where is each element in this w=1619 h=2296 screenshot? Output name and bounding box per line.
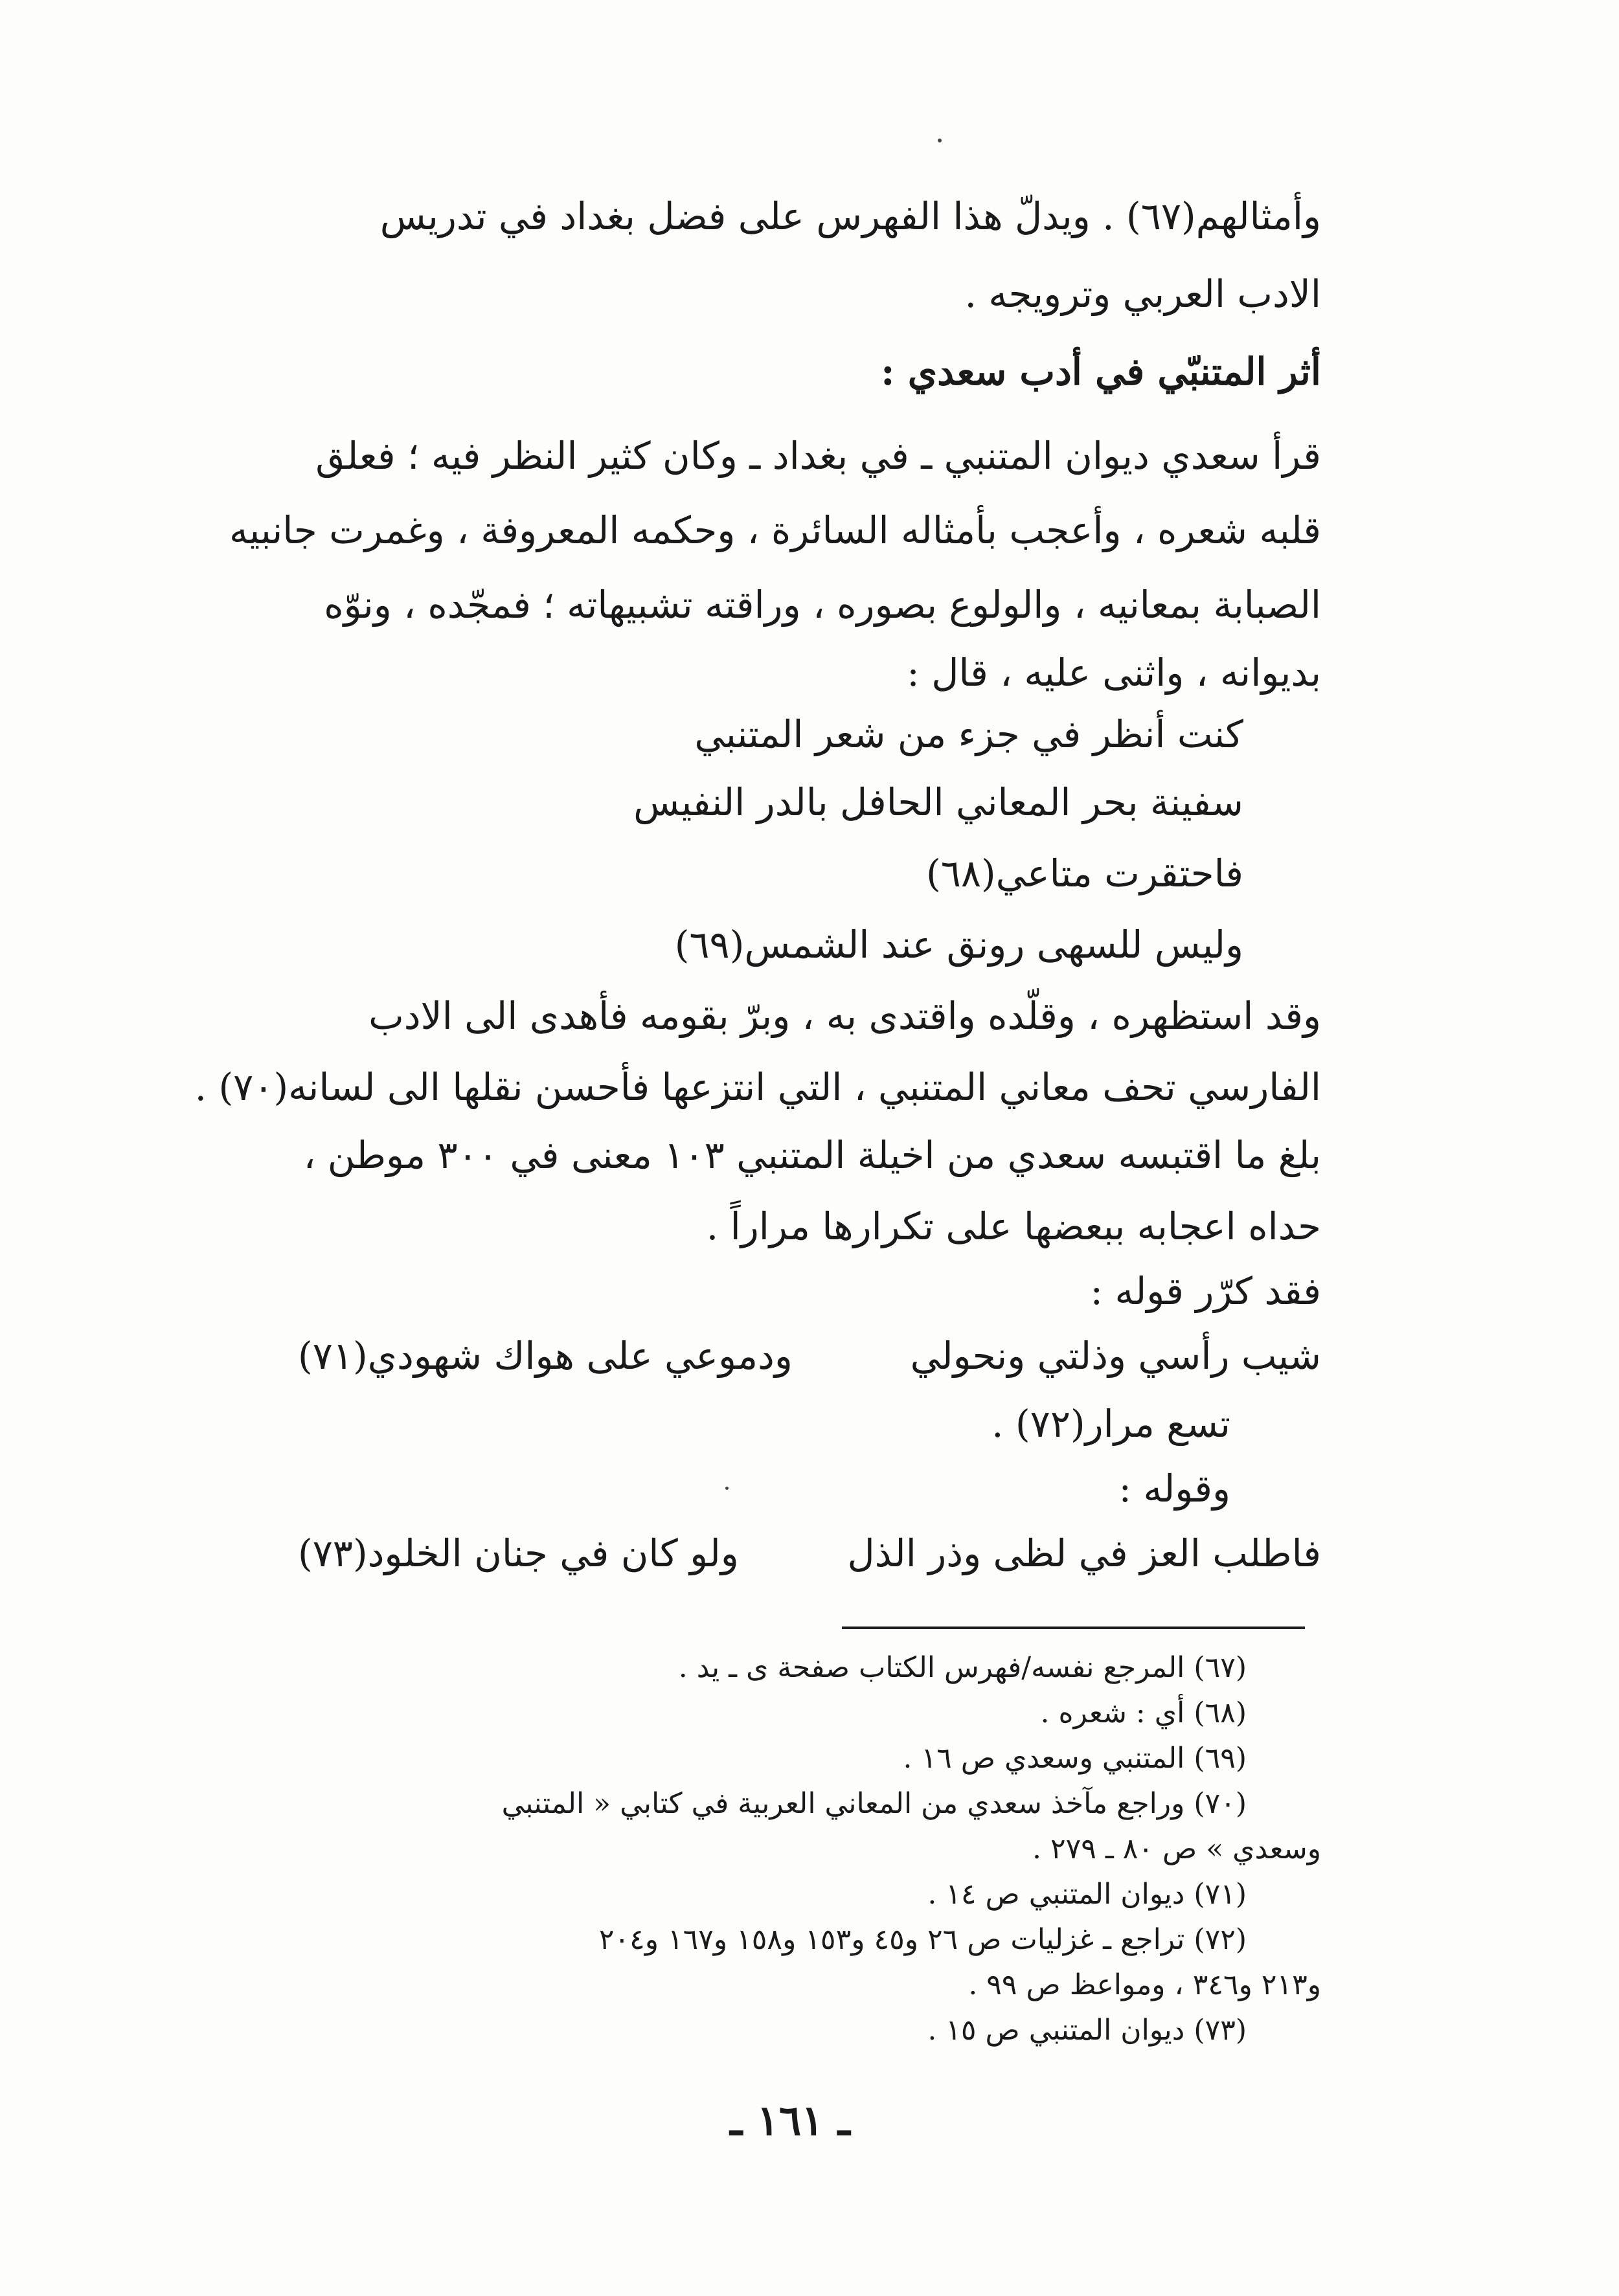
poem-line-1: كنت أنظر في جزء من شعر المتنبي bbox=[694, 712, 1243, 756]
footnote-72: (٧٢) تراجع ـ غزليات ص ٢٦ و٤٥ و١٥٣ و١٥٨ و١٦٧ و٢٠٤ bbox=[598, 1923, 1247, 1956]
footnote-72-continued: و٢١٣ و٣٤٦ ، ومواعظ ص ٩٩ . bbox=[968, 1968, 1321, 2001]
poem-line-4: وليس للسهى رونق عند الشمس(٦٩) bbox=[674, 923, 1243, 967]
paragraph-1-line-1: وأمثالهم(٦٧) . ويدلّ هذا الفهرس على فضل بغداد في تدريس bbox=[379, 194, 1321, 238]
paragraph-2-line-4: بديوانه ، واثنى عليه ، قال : bbox=[907, 651, 1321, 695]
verse-1-note: تسع مرار(٧٢) . bbox=[991, 1402, 1230, 1446]
footnote-67: (٦٧) المرجع نفسه/فهرس الكتاب صفحة ى ـ يد . bbox=[678, 1651, 1247, 1684]
footnote-70-continued: وسعدي » ص ٨٠ ـ ٢٧٩ . bbox=[1032, 1832, 1321, 1865]
verse-1-first-hemistich: شيب رأسي وذلتي ونحولي bbox=[910, 1334, 1321, 1378]
paragraph-2-line-1: قرأ سعدي ديوان المتنبي ـ في بغداد ـ وكان كثير النظر فيه ؛ فعلق bbox=[315, 434, 1321, 478]
paragraph-2-line-2: قلبه شعره ، وأعجب بأمثاله السائرة ، وحكمه المعروفة ، وغمرت جانبيه bbox=[229, 508, 1321, 552]
ink-speck bbox=[725, 1487, 729, 1490]
page-number: ـ ١٦١ ـ bbox=[730, 2097, 850, 2145]
paragraph-1-line-2: الادب العربي وترويجه . bbox=[964, 272, 1321, 316]
poem-line-2: سفينة بحر المعاني الحافل بالدر النفيس bbox=[633, 780, 1243, 824]
paragraph-3-line-1: وقد استظهره ، وقلّده واقتدى به ، وبرّ بقومه فأهدى الى الادب bbox=[368, 994, 1321, 1038]
paragraph-4-line-2: حداه اعجابه ببعضها على تكرارها مراراً . bbox=[706, 1204, 1321, 1248]
verse-1-second-hemistich: ودموعي على هواك شهودي(٧١) bbox=[298, 1334, 793, 1378]
verse-2 bbox=[298, 1531, 1321, 1583]
footnote-73: (٧٣) ديوان المتنبي ص ١٥ . bbox=[927, 2014, 1247, 2047]
paragraph-4-line-1: بلغ ما اقتبسه سعدي من اخيلة المتنبي ١٠٣ معنى في ٣٠٠ موطن ، bbox=[303, 1133, 1321, 1177]
footnote-70: (٧٠) وراجع مآخذ سعدي من المعاني العربية في كتابي « المتنبي bbox=[501, 1787, 1247, 1820]
footnote-69: (٦٩) المتنبي وسعدي ص ١٦ . bbox=[903, 1742, 1247, 1775]
footnote-separator bbox=[842, 1626, 1305, 1629]
verse-1 bbox=[298, 1334, 1321, 1386]
paragraph-2-line-3: الصبابة بمعانيه ، والولوع بصوره ، وراقته تشبيهاته ؛ فمجّده ، ونوّه bbox=[324, 583, 1321, 627]
and-his-saying: وقوله : bbox=[1118, 1467, 1230, 1511]
footnote-68: (٦٨) أي : شعره . bbox=[1040, 1696, 1247, 1729]
ink-speck bbox=[938, 139, 942, 142]
verse-2-second-hemistich: ولو كان في جنان الخلود(٧٣) bbox=[298, 1531, 739, 1575]
repeat-intro: فقد كرّر قوله : bbox=[1090, 1269, 1321, 1313]
footnote-71: (٧١) ديوان المتنبي ص ١٤ . bbox=[927, 1878, 1247, 1911]
poem-line-3: فاحتقرت متاعي(٦٨) bbox=[926, 851, 1243, 895]
paragraph-3-line-2: الفارسي تحف معاني المتنبي ، التي انتزعها فأحسن نقلها الى لسانه(٧٠) . bbox=[194, 1065, 1321, 1109]
verse-2-first-hemistich: فاطلب العز في لظى وذر الذل bbox=[847, 1531, 1321, 1575]
section-heading: أثر المتنبّي في أدب سعدي : bbox=[881, 350, 1321, 394]
